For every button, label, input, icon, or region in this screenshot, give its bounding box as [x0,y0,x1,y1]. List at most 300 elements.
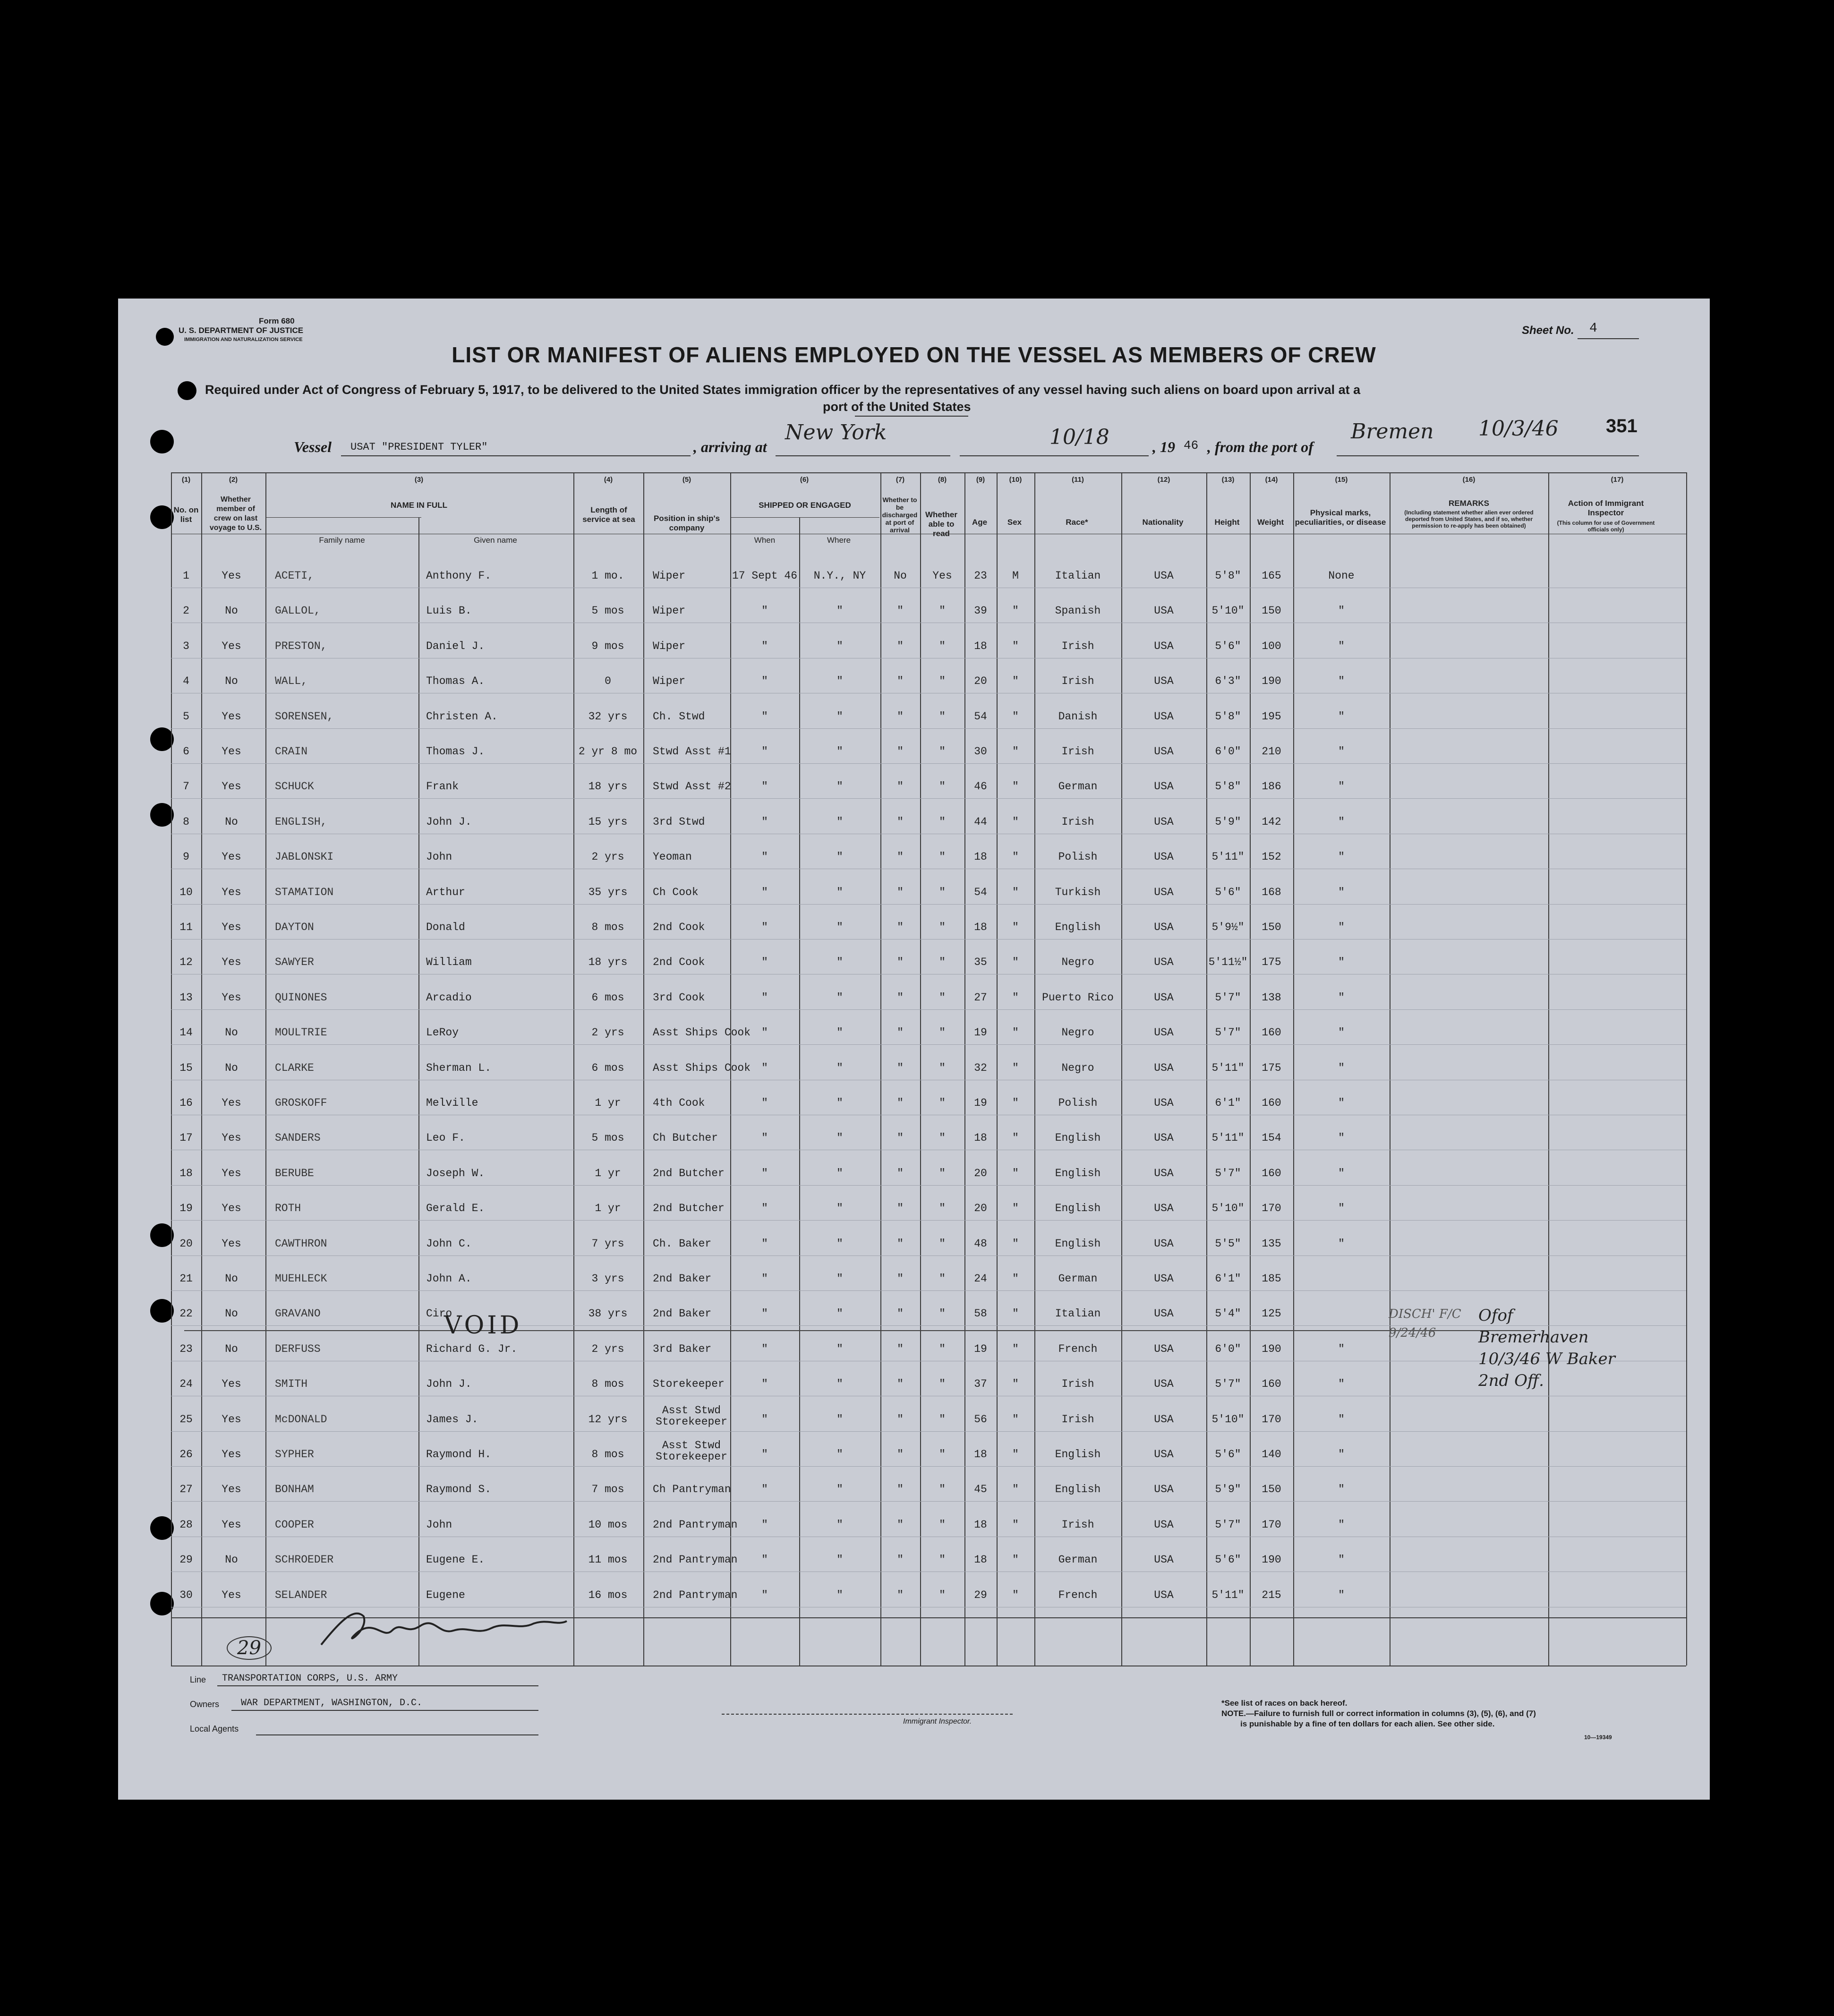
height-cell: 5'11" [1211,851,1245,863]
height-cell: 5'7" [1215,991,1241,1004]
column-number: (14) [1265,476,1278,484]
row-number: 13 [179,991,193,1004]
position-cell: 2nd Pantryman [653,1554,738,1566]
position-cell: 3rd Stwd [653,815,705,828]
age-cell: 18 [974,640,987,652]
family-name-cell: BERUBE [275,1167,314,1179]
row-number: 19 [179,1202,193,1215]
able-to-read-cell: " [939,1342,946,1355]
column-number: (7) [896,476,905,484]
age-cell: 46 [974,780,987,793]
shipped-where-cell: N.Y., NY [813,570,866,582]
discharge-cell: " [897,710,904,723]
circled-count: 29 [227,1636,272,1660]
last-voyage-cell: No [225,1342,238,1355]
family-name-cell: CRAIN [275,745,308,758]
nationality-cell: USA [1154,675,1174,688]
position-cell: Stwd Asst #1 [653,745,731,758]
nationality-cell: USA [1154,605,1174,617]
given-name-cell: Raymond S. [426,1483,492,1496]
age-cell: 37 [974,1378,987,1391]
sex-cell: " [1012,1061,1019,1074]
family-name-cell: SANDERS [275,1132,321,1145]
remarks-handwriting: DISCH' F/C 9/24/46 [1389,1307,1461,1340]
row-number: 2 [183,605,189,617]
last-voyage-cell: No [225,605,238,617]
nationality-cell: USA [1154,745,1174,758]
given-name-cell: Sherman L. [426,1061,492,1074]
family-name-cell: MUEHLECK [275,1273,327,1285]
marks-cell: " [1338,1132,1345,1145]
able-to-read-cell: " [939,605,946,617]
subtitle-line1: Required under Act of Congress of February 5, 1917, to be delivered to the United States immigration officer by the representatives of any vessel having such aliens on board upon arrival at a [205,383,1361,397]
able-to-read-cell: " [939,1589,946,1601]
race-cell: German [1058,1554,1098,1566]
service-name: IMMIGRATION AND NATURALIZATION SERVICE [184,337,303,342]
punch-hole [150,505,174,529]
last-voyage-cell: Yes [222,886,241,898]
service-cell: 6 mos [591,1061,624,1074]
sex-cell: " [1012,886,1019,898]
column-number: (5) [682,476,691,484]
from-date: 10/3/46 [1478,417,1559,441]
able-to-read-cell: " [939,675,946,688]
height-cell: 5'5" [1215,1237,1241,1250]
family-name-cell: JABLONSKI [275,851,334,863]
given-name-cell: Melville [426,1097,478,1109]
able-to-read-cell: " [939,1167,946,1179]
given-name-cell: Eugene [426,1589,465,1601]
owners-label: Owners [190,1700,220,1709]
weight-cell: 190 [1262,1554,1281,1566]
year-label: , 19 [1152,438,1175,455]
marks-cell: " [1338,1554,1345,1566]
marks-cell: " [1338,921,1345,933]
family-name-cell: WALL, [275,675,308,688]
last-voyage-cell: No [225,1554,238,1566]
sex-cell: " [1012,1378,1019,1391]
sex-cell: " [1012,710,1019,723]
column-number: (1) [181,476,191,484]
family-name-cell: STAMATION [275,886,334,898]
last-voyage-cell: No [225,815,238,828]
year-value: 46 [1184,438,1199,453]
last-voyage-cell: Yes [222,1132,241,1145]
discharge-cell: " [897,886,904,898]
marks-cell: " [1338,815,1345,828]
header-action-note: (This column for use of Government officials only) [1557,520,1655,533]
service-cell: 11 mos [588,1554,628,1566]
shipped-when-cell: " [761,1378,768,1391]
race-cell: Negro [1061,1026,1094,1039]
marks-cell: " [1338,1378,1345,1391]
last-voyage-cell: No [225,1273,238,1285]
family-name-cell: MOULTRIE [275,1026,327,1039]
header-remarks-note: (Including statement whether alien ever ordered deported from United States, and if so, whether permission to re-apply has been obtained) [1404,509,1534,529]
inspector-handwriting: Ofof Bremerhaven 10/3/46 W Baker 2nd Off. [1478,1306,1615,1390]
column-number: (15) [1335,476,1348,484]
age-cell: 54 [974,886,987,898]
header-read: Whether able to read [925,510,957,538]
sex-cell: " [1012,1413,1019,1426]
age-cell: 39 [974,605,987,617]
age-cell: 18 [974,921,987,933]
last-voyage-cell: Yes [222,956,241,969]
age-cell: 18 [974,1518,987,1531]
shipped-when-cell: " [761,956,768,969]
row-number: 16 [179,1097,193,1109]
shipped-when-cell: " [761,1026,768,1039]
service-cell: 32 yrs [588,710,628,723]
last-voyage-cell: Yes [222,745,241,758]
row-number: 6 [183,745,189,758]
discharge-cell: " [897,851,904,863]
shipped-when-cell: " [761,675,768,688]
given-name-cell: Ciro [426,1307,452,1320]
position-cell: 3rd Cook [653,991,705,1004]
header-weight: Weight [1257,518,1284,527]
sex-cell: " [1012,1097,1019,1109]
given-name-cell: William [426,956,472,969]
given-name-cell: Richard G. Jr. [426,1342,518,1355]
row-number: 11 [179,921,193,933]
age-cell: 56 [974,1413,987,1426]
position-cell: 2nd Pantryman [653,1518,738,1531]
void-strike [184,1330,1535,1331]
last-voyage-cell: Yes [222,1167,241,1179]
position-cell: 2nd Baker [653,1307,712,1320]
able-to-read-cell: " [939,1202,946,1215]
position-cell: Yeoman [653,851,692,863]
row-number: 29 [179,1554,193,1566]
arriving-port: New York [785,420,887,444]
discharge-cell: " [897,1132,904,1145]
family-name-cell: SELANDER [275,1589,327,1601]
row-number: 1 [183,570,189,582]
family-name-cell: McDONALD [275,1413,327,1426]
sex-cell: " [1012,1307,1019,1320]
able-to-read-cell: " [939,1026,946,1039]
weight-cell: 170 [1262,1518,1281,1531]
header-action: Action of Immigrant Inspector [1568,499,1644,517]
shipped-where-cell: " [836,1413,843,1426]
given-name-cell: John [426,1518,452,1531]
shipped-where-cell: " [836,1237,843,1250]
service-cell: 1 yr [595,1097,621,1109]
sex-cell: " [1012,815,1019,828]
header-physical: Physical marks, peculiarities, or disease [1295,508,1386,527]
shipped-when-cell: " [761,780,768,793]
weight-cell: 160 [1262,1026,1281,1039]
race-cell: English [1055,1483,1101,1496]
punch-hole [150,1516,174,1540]
row-number: 3 [183,640,189,652]
nationality-cell: USA [1154,921,1174,933]
shipped-where-cell: " [836,605,843,617]
page-title: LIST OR MANIFEST OF ALIENS EMPLOYED ON THE VESSEL AS MEMBERS OF CREW [452,342,1376,367]
sex-cell: " [1012,1132,1019,1145]
position-cell: Stwd Asst #2 [653,780,731,793]
column-divider [573,472,574,1666]
position-cell: 4th Cook [653,1097,705,1109]
race-cell: Spanish [1055,605,1101,617]
header-where: Where [827,536,851,545]
discharge-cell: " [897,1237,904,1250]
row-number: 15 [179,1061,193,1074]
shipped-when-cell: " [761,640,768,652]
given-name-cell: Donald [426,921,465,933]
shipped-where-cell: " [836,640,843,652]
discharge-cell: " [897,780,904,793]
shipped-where-cell: " [836,745,843,758]
shipped-where-cell: " [836,1167,843,1179]
height-cell: 6'0" [1215,1342,1241,1355]
service-cell: 5 mos [591,1132,624,1145]
family-name-cell: SYPHER [275,1448,314,1461]
nationality-cell: USA [1154,640,1174,652]
row-number: 5 [183,710,189,723]
nationality-cell: USA [1154,1202,1174,1215]
able-to-read-cell: " [939,956,946,969]
row-number: 17 [179,1132,193,1145]
age-cell: 29 [974,1589,987,1601]
service-cell: 38 yrs [588,1307,628,1320]
shipped-when-cell: " [761,921,768,933]
discharge-cell: " [897,1483,904,1496]
able-to-read-cell: " [939,1554,946,1566]
race-cell: English [1055,1237,1101,1250]
last-voyage-cell: Yes [222,1518,241,1531]
marks-cell: " [1338,956,1345,969]
marks-cell: " [1338,1167,1345,1179]
weight-cell: 175 [1262,956,1281,969]
weight-cell: 170 [1262,1202,1281,1215]
service-cell: 2 yrs [591,851,624,863]
row-number: 10 [179,886,193,898]
height-cell: 6'3" [1215,675,1241,688]
last-voyage-cell: Yes [222,1413,241,1426]
marks-cell: " [1338,1026,1345,1039]
last-voyage-cell: Yes [222,1237,241,1250]
discharge-cell: " [897,1378,904,1391]
sex-cell: " [1012,605,1019,617]
nationality-cell: USA [1154,815,1174,828]
weight-cell: 165 [1262,570,1281,582]
nationality-cell: USA [1154,780,1174,793]
shipped-when-cell: " [761,991,768,1004]
family-name-cell: BONHAM [275,1483,314,1496]
age-cell: 23 [974,570,987,582]
column-number: (3) [414,476,424,484]
discharge-cell: No [894,570,907,582]
marks-cell: " [1338,1342,1345,1355]
service-cell: 2 yrs [591,1026,624,1039]
age-cell: 32 [974,1061,987,1074]
last-voyage-cell: Yes [222,640,241,652]
race-cell: Irish [1061,815,1094,828]
column-number: (17) [1611,476,1624,484]
arrival-date: 10/18 [1049,425,1109,449]
header-last-voyage: Whether member of crew on last voyage to U.S. [209,495,262,532]
height-cell: 5'10" [1211,605,1245,617]
shipped-where-cell: " [836,780,843,793]
sex-cell: " [1012,851,1019,863]
height-cell: 6'1" [1215,1097,1241,1109]
given-name-cell: Christen A. [426,710,498,723]
column-number: (9) [976,476,985,484]
note-races: *See list of races on back hereof. [1221,1699,1348,1708]
marks-cell: " [1338,1097,1345,1109]
sheet-number: 4 [1589,321,1597,336]
row-number: 9 [183,851,189,863]
given-name-cell: Eugene E. [426,1554,485,1566]
marks-cell: " [1338,1237,1345,1250]
row-number: 27 [179,1483,193,1496]
service-cell: 2 yr 8 mo [578,745,638,758]
nationality-cell: USA [1154,1448,1174,1461]
weight-cell: 195 [1262,710,1281,723]
last-voyage-cell: Yes [222,780,241,793]
marks-cell: " [1338,1448,1345,1461]
column-number: (8) [938,476,947,484]
race-cell: Irish [1061,675,1094,688]
line-value: TRANSPORTATION CORPS, U.S. ARMY [222,1673,398,1684]
shipped-when-cell: " [761,1518,768,1531]
discharge-cell: " [897,1518,904,1531]
column-number: (13) [1221,476,1235,484]
sex-cell: " [1012,1554,1019,1566]
family-name-cell: ENGLISH, [275,815,327,828]
service-cell: 1 yr [595,1202,621,1215]
height-cell: 5'11" [1211,1589,1245,1601]
discharge-cell: " [897,1026,904,1039]
discharge-cell: " [897,1273,904,1285]
height-cell: 5'8" [1215,710,1241,723]
row-number: 21 [179,1273,193,1285]
weight-cell: 140 [1262,1448,1281,1461]
shipped-when-cell: " [761,1273,768,1285]
height-cell: 5'9" [1215,815,1241,828]
service-cell: 7 mos [591,1483,624,1496]
able-to-read-cell: " [939,745,946,758]
height-cell: 5'6" [1215,886,1241,898]
service-cell: 15 yrs [588,815,628,828]
nationality-cell: USA [1154,1026,1174,1039]
age-cell: 18 [974,1448,987,1461]
age-cell: 58 [974,1307,987,1320]
shipped-when-cell: " [761,1342,768,1355]
position-cell: Wiper [653,675,686,688]
from-port-label: , from the port of [1207,438,1314,455]
shipped-where-cell: " [836,1589,843,1601]
row-number: 30 [179,1589,193,1601]
header-height: Height [1214,518,1240,527]
race-cell: Polish [1058,1097,1098,1109]
position-cell: Ch. Baker [653,1237,712,1250]
service-cell: 9 mos [591,640,624,652]
weight-cell: 168 [1262,886,1281,898]
race-cell: Puerto Rico [1042,991,1114,1004]
able-to-read-cell: " [939,1097,946,1109]
weight-cell: 150 [1262,921,1281,933]
marks-cell: " [1338,1589,1345,1601]
marks-cell: " [1338,640,1345,652]
race-cell: German [1058,780,1098,793]
shipped-where-cell: " [836,1518,843,1531]
position-cell: Wiper [653,605,686,617]
given-name-cell: Arthur [426,886,465,898]
sex-cell: " [1012,1237,1019,1250]
column-number: (2) [229,476,238,484]
height-cell: 5'6" [1215,1554,1241,1566]
column-divider [1548,472,1549,1666]
race-cell: English [1055,1132,1101,1145]
column-divider [643,472,644,1666]
able-to-read-cell: " [939,921,946,933]
shipped-when-cell: " [761,1167,768,1179]
race-cell: Turkish [1055,886,1101,898]
family-name-cell: DERFUSS [275,1342,321,1355]
age-cell: 35 [974,956,987,969]
last-voyage-cell: No [225,1307,238,1320]
height-cell: 5'8" [1215,570,1241,582]
discharge-cell: " [897,1097,904,1109]
last-voyage-cell: No [225,1026,238,1039]
nationality-cell: USA [1154,1061,1174,1074]
age-cell: 44 [974,815,987,828]
age-cell: 19 [974,1342,987,1355]
shipped-where-cell: " [836,991,843,1004]
able-to-read-cell: " [939,1448,946,1461]
nationality-cell: USA [1154,1518,1174,1531]
given-name-cell: Daniel J. [426,640,485,652]
position-cell: 3rd Baker [653,1342,712,1355]
shipped-when-cell: " [761,1132,768,1145]
shipped-when-cell: " [761,1202,768,1215]
race-cell: Italian [1055,570,1101,582]
discharge-cell: " [897,1413,904,1426]
given-name-cell: Thomas J. [426,745,485,758]
able-to-read-cell: " [939,1518,946,1531]
header-remarks: REMARKS [1449,499,1489,508]
vessel-label: Vessel [294,438,332,455]
service-cell: 1 mo. [591,570,624,582]
able-to-read-cell: " [939,851,946,863]
age-cell: 18 [974,1132,987,1145]
service-cell: 1 yr [595,1167,621,1179]
column-number: (12) [1157,476,1170,484]
nationality-cell: USA [1154,991,1174,1004]
discharge-cell: " [897,1202,904,1215]
shipped-when-cell: " [761,851,768,863]
shipped-where-cell: " [836,1483,843,1496]
last-voyage-cell: No [225,1061,238,1074]
header-name-in-full: NAME IN FULL [391,501,447,510]
shipped-where-cell: " [836,1448,843,1461]
given-name-cell: LeRoy [426,1026,459,1039]
sex-cell: " [1012,1167,1019,1179]
discharge-cell: " [897,815,904,828]
void-annotation: VOID [444,1311,522,1340]
crew-table [171,472,1686,1666]
service-cell: 8 mos [591,1448,624,1461]
shipped-when-cell: " [761,1589,768,1601]
weight-cell: 210 [1262,745,1281,758]
height-cell: 5'10" [1211,1202,1245,1215]
last-voyage-cell: Yes [222,851,241,863]
weight-cell: 125 [1262,1307,1281,1320]
discharge-cell: " [897,1061,904,1074]
